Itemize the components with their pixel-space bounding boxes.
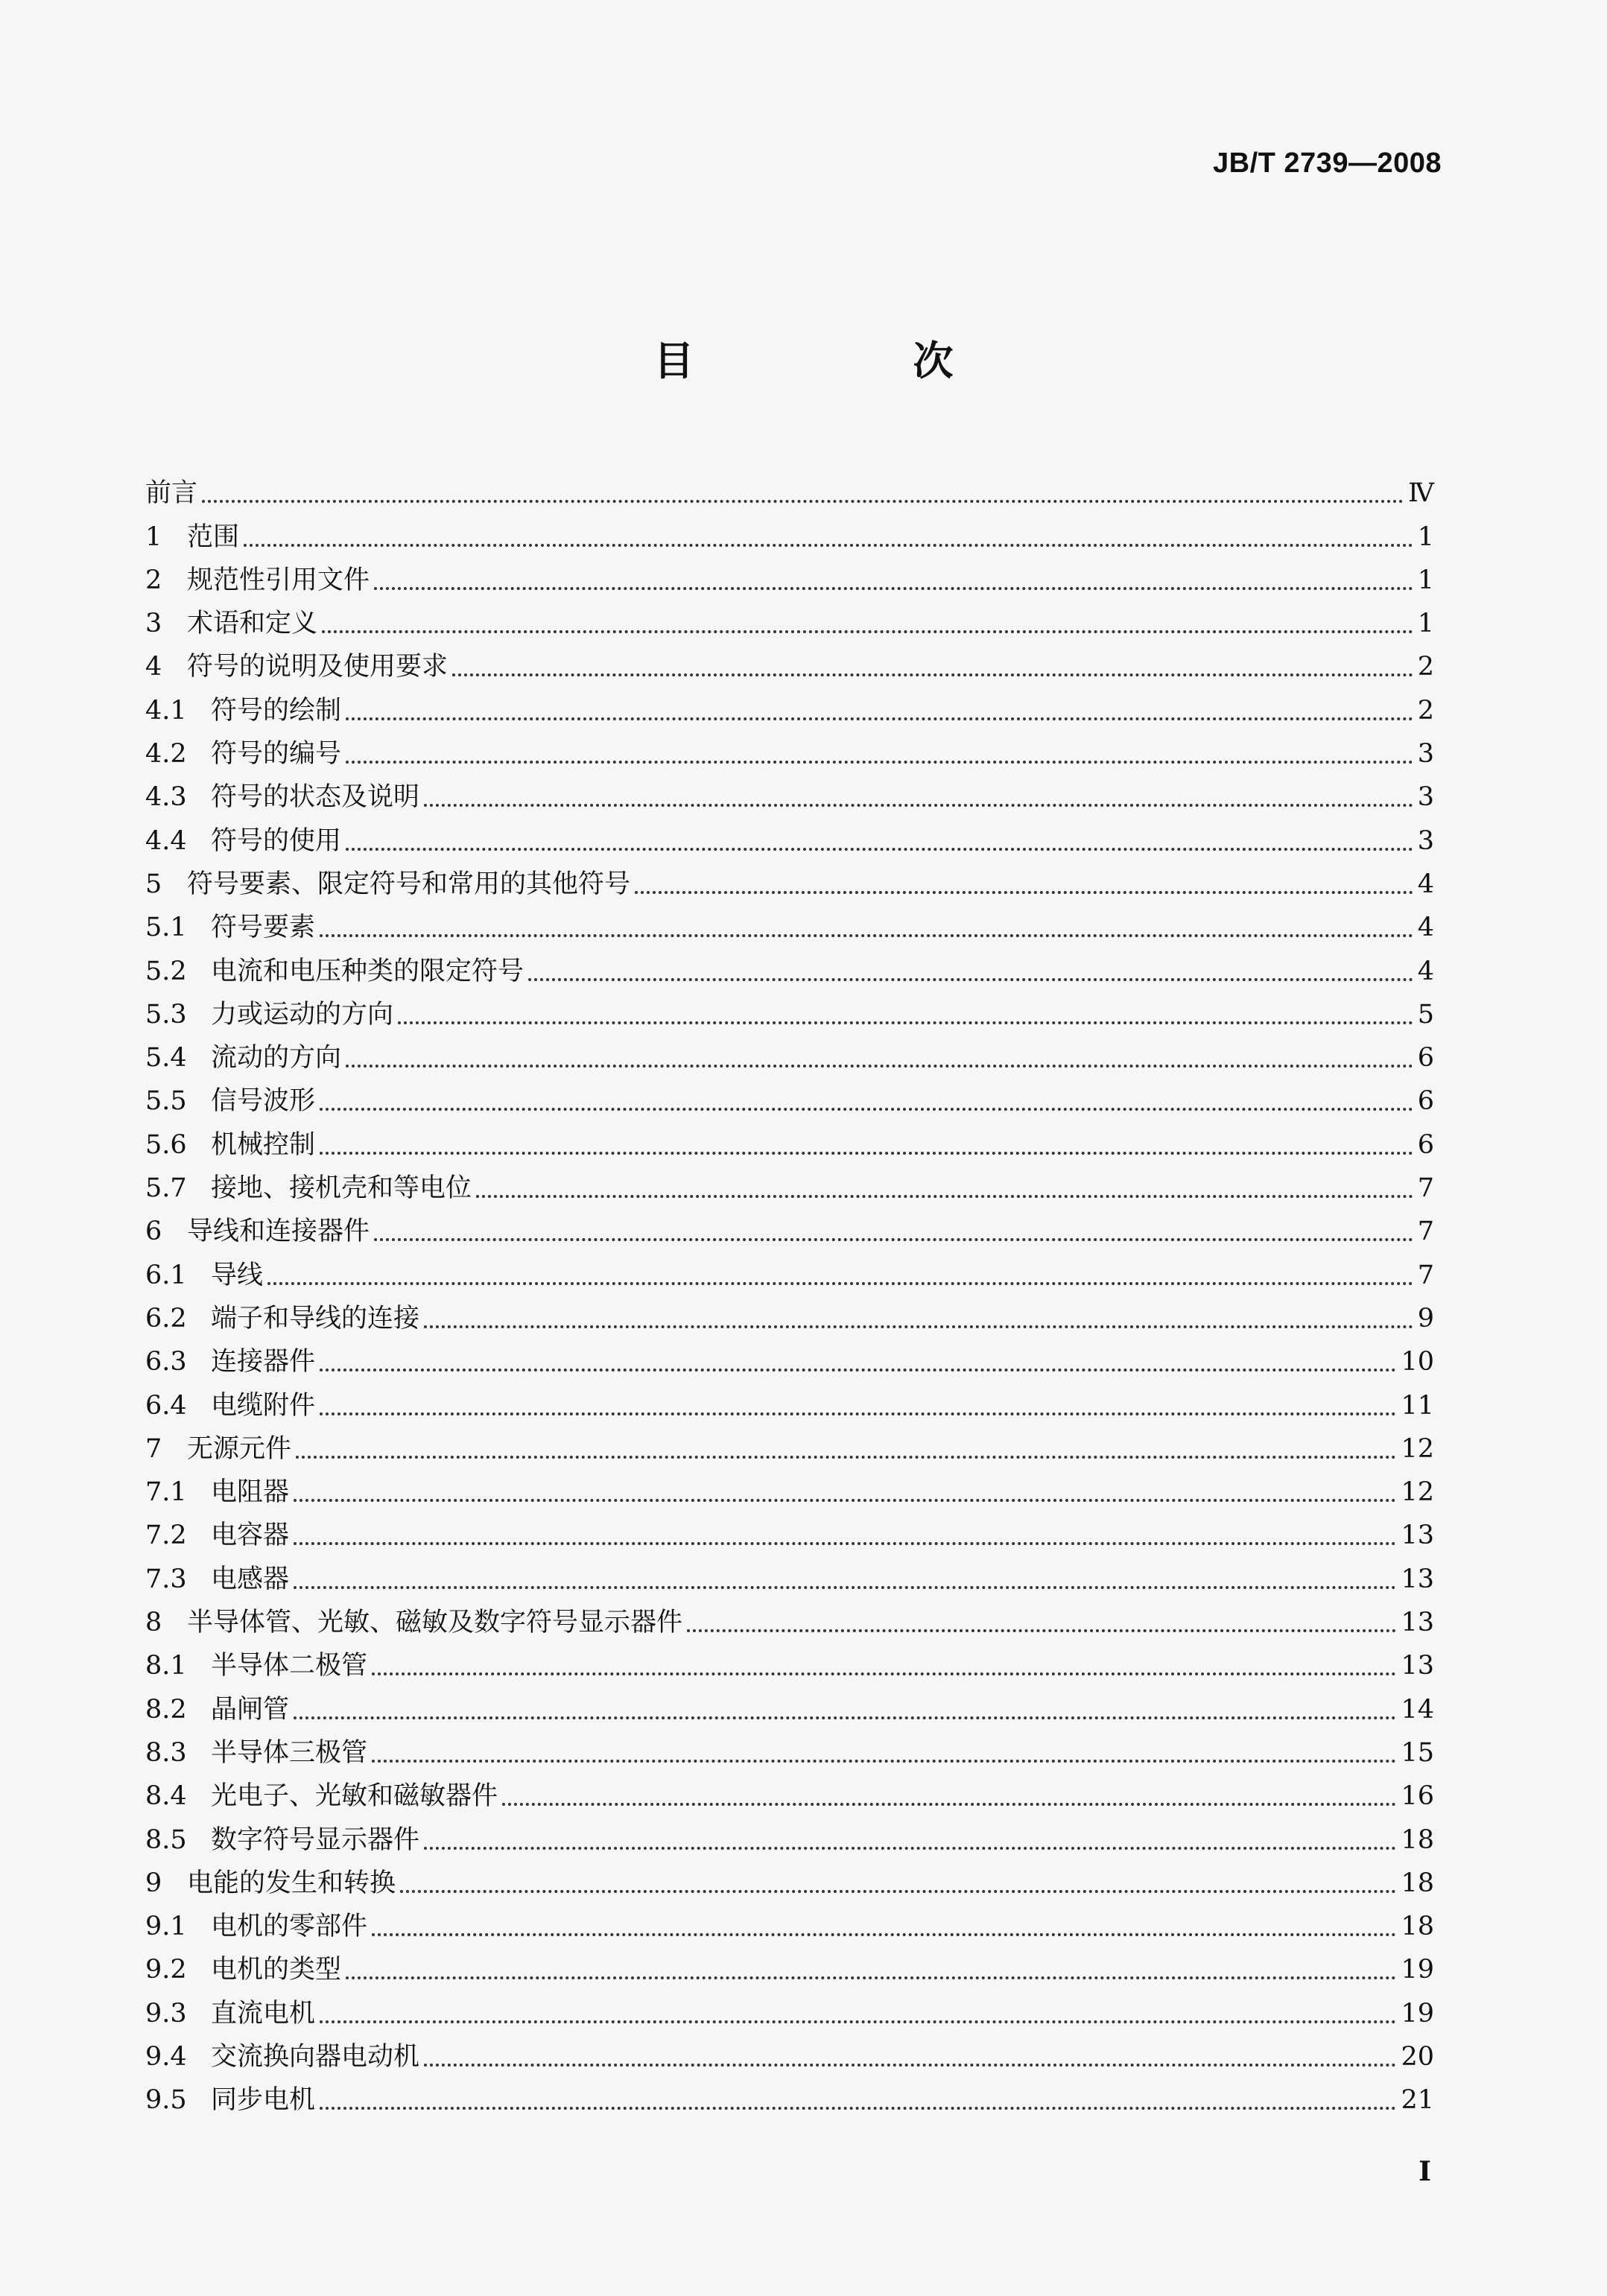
dot-leader bbox=[374, 1238, 1413, 1241]
toc-entry bbox=[145, 465, 1434, 508]
dot-leader bbox=[346, 717, 1413, 720]
toc-entry-label: 晶闸管 bbox=[211, 1694, 290, 1725]
toc-entry-page: 9 bbox=[1417, 1303, 1434, 1333]
dot-leader bbox=[346, 761, 1413, 764]
toc-entry bbox=[145, 1203, 1434, 1246]
toc-entry-page: 13 bbox=[1401, 1651, 1434, 1681]
dot-leader bbox=[244, 544, 1413, 547]
toc-entry bbox=[145, 1898, 1434, 1941]
toc-entry-label: 交流换向器电动机 bbox=[211, 2041, 420, 2072]
toc-entry-number: 4.2 bbox=[145, 739, 187, 770]
toc-entry bbox=[145, 942, 1434, 986]
dot-leader bbox=[267, 1282, 1413, 1285]
toc-entry bbox=[145, 1941, 1434, 1985]
toc-entry-label: 符号要素 bbox=[211, 913, 316, 943]
toc-entry-page: 12 bbox=[1401, 1477, 1434, 1508]
toc-entry bbox=[145, 1030, 1434, 1073]
toc-entry-label: 符号的使用 bbox=[211, 825, 342, 856]
toc-entry bbox=[145, 638, 1434, 682]
document-code: JB/T 2739—2008 bbox=[1213, 148, 1442, 179]
toc-entry-number: 2 bbox=[145, 565, 162, 595]
toc-entry-label: 无源元件 bbox=[187, 1433, 292, 1464]
toc-entry-number: 9.5 bbox=[145, 2085, 187, 2116]
toc-entry-page: 4 bbox=[1417, 869, 1434, 899]
toc-entry bbox=[145, 1333, 1434, 1377]
dot-leader bbox=[346, 1976, 1396, 1979]
toc-entry-number: 8.5 bbox=[145, 1824, 187, 1855]
toc-entry-page: 6 bbox=[1417, 1129, 1434, 1160]
toc-entry-page: 19 bbox=[1401, 1955, 1434, 1985]
toc-entry-number: 6.1 bbox=[145, 1260, 187, 1290]
dot-leader bbox=[346, 848, 1413, 851]
toc-entry-page: 6 bbox=[1417, 1086, 1434, 1117]
toc-entry-page: 1 bbox=[1417, 521, 1434, 552]
toc-entry-number: 9.1 bbox=[145, 1912, 187, 1942]
toc-entry-label: 规范性引用文件 bbox=[187, 565, 370, 595]
toc-entry-number: 5.4 bbox=[145, 1043, 187, 1074]
toc-entry-page: 11 bbox=[1401, 1390, 1434, 1421]
toc-entry-number: 4.3 bbox=[145, 782, 187, 813]
toc-entry bbox=[145, 552, 1434, 595]
dot-leader bbox=[528, 978, 1413, 981]
toc-entry-number: 5.3 bbox=[145, 999, 187, 1030]
toc-entry-page: 1 bbox=[1417, 609, 1434, 639]
toc-entry-page: 10 bbox=[1401, 1347, 1434, 1377]
dot-leader bbox=[424, 804, 1413, 807]
toc-entry-page: 16 bbox=[1401, 1781, 1434, 1812]
toc-entry bbox=[145, 595, 1434, 638]
toc-entry-page: 18 bbox=[1401, 1868, 1434, 1898]
toc-entry-number: 5.6 bbox=[145, 1129, 187, 1160]
page-title: 目 次 bbox=[653, 337, 1043, 384]
toc-entry-number: 5.7 bbox=[145, 1173, 187, 1204]
dot-leader bbox=[294, 1542, 1396, 1545]
dot-leader bbox=[502, 1803, 1396, 1806]
toc-entry-label: 连接器件 bbox=[211, 1347, 316, 1377]
dot-leader bbox=[322, 630, 1413, 633]
toc-entry-number: 3 bbox=[145, 609, 162, 639]
toc-entry bbox=[145, 682, 1434, 725]
dot-leader bbox=[320, 934, 1413, 937]
toc-entry-page: 7 bbox=[1417, 1173, 1434, 1204]
table-of-contents bbox=[145, 465, 1434, 2115]
toc-entry-label: 半导体三极管 bbox=[211, 1737, 368, 1768]
toc-entry-number: 8.3 bbox=[145, 1737, 187, 1768]
toc-entry-page: 3 bbox=[1417, 739, 1434, 770]
dot-leader bbox=[320, 1108, 1413, 1111]
toc-entry-label: 符号的状态及说明 bbox=[211, 782, 420, 813]
toc-entry-label: 导线 bbox=[211, 1260, 264, 1290]
toc-entry-page: 18 bbox=[1401, 1912, 1434, 1942]
toc-entry bbox=[145, 1637, 1434, 1681]
dot-leader bbox=[294, 1716, 1396, 1719]
toc-entry-label: 力或运动的方向 bbox=[211, 999, 394, 1030]
toc-entry bbox=[145, 856, 1434, 899]
toc-entry-label: 接地、接机壳和等电位 bbox=[211, 1173, 472, 1204]
toc-entry-page: 15 bbox=[1401, 1737, 1434, 1768]
toc-entry-number: 1 bbox=[145, 521, 162, 552]
toc-entry-page: 6 bbox=[1417, 1043, 1434, 1074]
toc-entry-page: 3 bbox=[1417, 782, 1434, 813]
dot-leader bbox=[398, 1021, 1413, 1024]
toc-entry bbox=[145, 1594, 1434, 1637]
toc-entry-number: 4.4 bbox=[145, 825, 187, 856]
dot-leader bbox=[320, 1369, 1396, 1371]
toc-entry-label: 术语和定义 bbox=[187, 609, 318, 639]
toc-entry-number: 5.2 bbox=[145, 956, 187, 986]
toc-entry-number: 8 bbox=[145, 1608, 162, 1638]
toc-entry-label: 电机的类型 bbox=[211, 1955, 342, 1985]
toc-entry-number: 5.5 bbox=[145, 1086, 187, 1117]
toc-entry-number: 7.2 bbox=[145, 1520, 187, 1551]
toc-entry-page: Ⅳ bbox=[1408, 478, 1434, 509]
toc-entry-page: 7 bbox=[1417, 1260, 1434, 1290]
dot-leader bbox=[372, 1672, 1396, 1675]
dot-leader bbox=[400, 1890, 1396, 1893]
toc-entry-number: 4.1 bbox=[145, 695, 187, 726]
dot-leader bbox=[374, 587, 1413, 590]
dot-leader bbox=[346, 1065, 1413, 1068]
toc-entry-page: 21 bbox=[1401, 2085, 1434, 2116]
toc-entry-page: 13 bbox=[1401, 1564, 1434, 1594]
dot-leader bbox=[202, 500, 1404, 503]
toc-entry-number: 6.4 bbox=[145, 1390, 187, 1421]
toc-entry bbox=[145, 2072, 1434, 2115]
toc-entry bbox=[145, 986, 1434, 1030]
toc-entry-label: 电能的发生和转换 bbox=[187, 1868, 396, 1898]
toc-entry bbox=[145, 1725, 1434, 1768]
toc-entry-label: 电机的零部件 bbox=[211, 1912, 368, 1942]
toc-entry-label: 电缆附件 bbox=[211, 1390, 316, 1421]
toc-entry-label: 机械控制 bbox=[211, 1129, 316, 1160]
toc-entry-number: 7 bbox=[145, 1433, 162, 1464]
toc-entry-label: 符号的绘制 bbox=[211, 695, 342, 726]
toc-entry bbox=[145, 1160, 1434, 1203]
dot-leader bbox=[687, 1629, 1396, 1632]
toc-entry-label: 数字符号显示器件 bbox=[211, 1824, 420, 1855]
toc-entry bbox=[145, 1073, 1434, 1116]
toc-entry-label: 电感器 bbox=[211, 1564, 290, 1594]
toc-entry bbox=[145, 812, 1434, 855]
toc-entry-label: 符号的说明及使用要求 bbox=[187, 652, 448, 682]
toc-entry-page: 19 bbox=[1401, 1998, 1434, 2029]
dot-leader bbox=[424, 2064, 1396, 2067]
toc-entry-number: 8.1 bbox=[145, 1651, 187, 1681]
toc-entry-label: 电容器 bbox=[211, 1520, 290, 1551]
toc-entry bbox=[145, 726, 1434, 769]
dot-leader bbox=[424, 1847, 1396, 1850]
toc-entry-label: 同步电机 bbox=[211, 2085, 316, 2116]
toc-entry-number: 4 bbox=[145, 652, 162, 682]
toc-entry-page: 7 bbox=[1417, 1217, 1434, 1247]
dot-leader bbox=[294, 1499, 1396, 1502]
toc-entry-number: 9.3 bbox=[145, 1998, 187, 2029]
dot-leader bbox=[320, 2107, 1396, 2110]
toc-entry bbox=[145, 1681, 1434, 1724]
toc-entry-number: 7.1 bbox=[145, 1477, 187, 1508]
toc-entry bbox=[145, 1855, 1434, 1898]
dot-leader bbox=[452, 673, 1413, 676]
toc-entry bbox=[145, 1246, 1434, 1290]
toc-entry-number: 8.4 bbox=[145, 1781, 187, 1812]
toc-entry-number: 6.2 bbox=[145, 1303, 187, 1333]
toc-entry-page: 5 bbox=[1417, 999, 1434, 1030]
toc-entry-number: 5 bbox=[145, 869, 162, 899]
toc-entry-page: 14 bbox=[1401, 1694, 1434, 1725]
dot-leader bbox=[635, 891, 1413, 894]
dot-leader bbox=[320, 1412, 1396, 1415]
toc-entry bbox=[145, 769, 1434, 812]
toc-entry-label: 范围 bbox=[187, 521, 240, 552]
toc-entry-label: 电流和电压种类的限定符号 bbox=[211, 956, 524, 986]
toc-entry-label: 前言 bbox=[145, 478, 198, 509]
toc-entry-page: 2 bbox=[1417, 695, 1434, 726]
toc-entry-number: 9.2 bbox=[145, 1955, 187, 1985]
toc-entry-page: 13 bbox=[1401, 1520, 1434, 1551]
page-number: I bbox=[1419, 2156, 1431, 2187]
toc-entry bbox=[145, 1768, 1434, 1811]
toc-entry bbox=[145, 2029, 1434, 2072]
toc-entry-page: 4 bbox=[1417, 913, 1434, 943]
toc-entry-number: 9 bbox=[145, 1868, 162, 1898]
toc-entry-label: 光电子、光敏和磁敏器件 bbox=[211, 1781, 498, 1812]
dot-leader bbox=[296, 1456, 1396, 1459]
toc-entry bbox=[145, 1421, 1434, 1464]
toc-entry-label: 端子和导线的连接 bbox=[211, 1303, 420, 1333]
dot-leader bbox=[476, 1195, 1413, 1198]
toc-entry-label: 导线和连接器件 bbox=[187, 1217, 370, 1247]
toc-entry-page: 3 bbox=[1417, 825, 1434, 856]
toc-entry bbox=[145, 508, 1434, 551]
toc-entry-page: 4 bbox=[1417, 956, 1434, 986]
toc-entry-number: 5.1 bbox=[145, 913, 187, 943]
toc-entry-number: 9.4 bbox=[145, 2041, 187, 2072]
toc-entry-page: 20 bbox=[1401, 2041, 1434, 2072]
toc-entry-page: 2 bbox=[1417, 652, 1434, 682]
toc-entry bbox=[145, 1116, 1434, 1159]
toc-entry bbox=[145, 1811, 1434, 1854]
toc-entry-page: 1 bbox=[1417, 565, 1434, 595]
toc-entry-number: 7.3 bbox=[145, 1564, 187, 1594]
toc-entry-page: 18 bbox=[1401, 1824, 1434, 1855]
toc-entry bbox=[145, 1290, 1434, 1333]
toc-entry-page: 12 bbox=[1401, 1433, 1434, 1464]
toc-entry bbox=[145, 1985, 1434, 2028]
dot-leader bbox=[294, 1586, 1396, 1589]
toc-entry-label: 半导体管、光敏、磁敏及数字符号显示器件 bbox=[187, 1608, 683, 1638]
toc-entry-label: 半导体二极管 bbox=[211, 1651, 368, 1681]
toc-entry-number: 6.3 bbox=[145, 1347, 187, 1377]
toc-entry bbox=[145, 1464, 1434, 1507]
toc-entry bbox=[145, 1507, 1434, 1550]
toc-entry bbox=[145, 1377, 1434, 1420]
dot-leader bbox=[320, 1152, 1413, 1155]
toc-entry-page: 13 bbox=[1401, 1608, 1434, 1638]
toc-entry-label: 符号要素、限定符号和常用的其他符号 bbox=[187, 869, 631, 899]
toc-entry-label: 流动的方向 bbox=[211, 1043, 342, 1074]
toc-entry bbox=[145, 1550, 1434, 1593]
toc-entry-label: 符号的编号 bbox=[211, 739, 342, 770]
toc-entry bbox=[145, 899, 1434, 942]
toc-entry-label: 信号波形 bbox=[211, 1086, 316, 1117]
dot-leader bbox=[372, 1760, 1396, 1763]
dot-leader bbox=[320, 2020, 1396, 2023]
toc-entry-label: 直流电机 bbox=[211, 1998, 316, 2029]
dot-leader bbox=[424, 1325, 1413, 1328]
toc-entry-label: 电阻器 bbox=[211, 1477, 290, 1508]
toc-entry-number: 8.2 bbox=[145, 1694, 187, 1725]
dot-leader bbox=[372, 1933, 1396, 1936]
toc-entry-number: 6 bbox=[145, 1217, 162, 1247]
